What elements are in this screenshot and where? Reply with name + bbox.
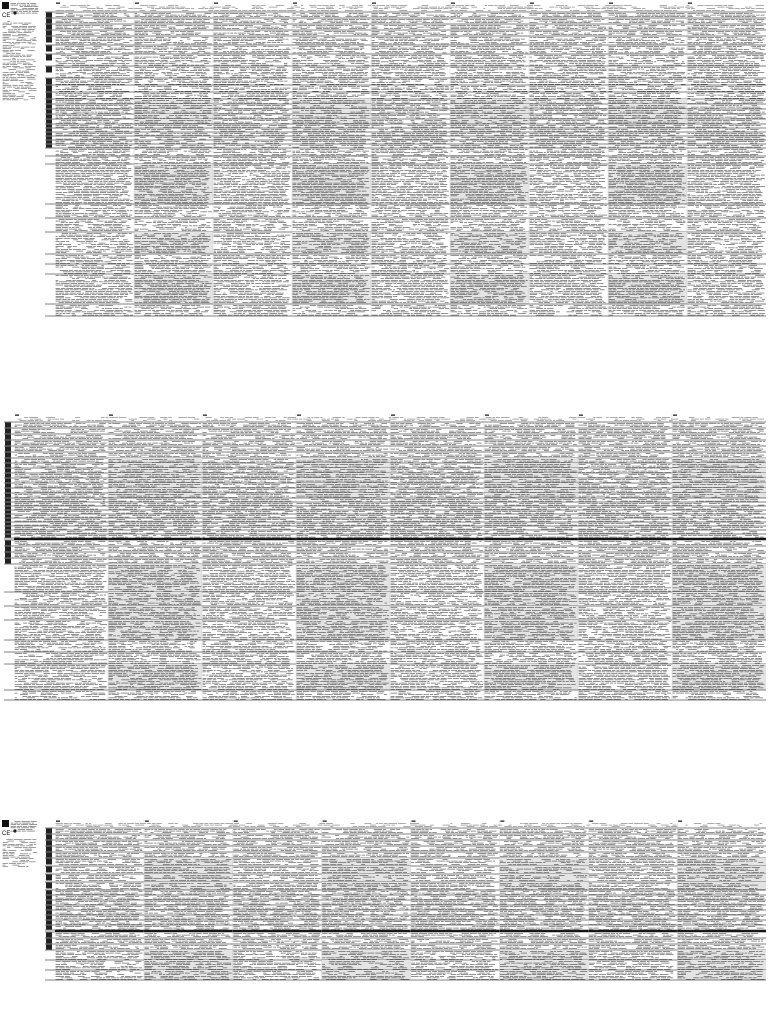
column-code [297, 415, 301, 416]
column-code [372, 3, 376, 4]
row-symbol-icon [5, 494, 11, 498]
column-code [500, 821, 504, 822]
row-symbol-icon [5, 459, 11, 463]
row-symbol-icon [5, 531, 11, 534]
shaded-cell [108, 463, 202, 468]
row-symbol-icon [5, 447, 11, 452]
column-code [323, 821, 327, 822]
shaded-cell [608, 119, 687, 124]
shaded-cell [450, 109, 529, 114]
shaded-cell [484, 483, 578, 488]
row-symbol-icon [46, 847, 52, 852]
row-symbol-icon [46, 829, 52, 834]
row-symbol-icon [46, 906, 52, 910]
shaded-cell [672, 473, 766, 478]
shaded-cell [292, 99, 371, 104]
shaded-cell [296, 478, 390, 483]
shaded-cell [672, 463, 766, 468]
column-code [451, 3, 455, 4]
row-symbol-icon [46, 853, 52, 858]
manufacturer-logo [2, 2, 9, 9]
row-symbol-icon [46, 100, 52, 104]
row-symbol-icon [46, 19, 52, 24]
row-symbol-icon [5, 441, 11, 446]
shaded-cell [484, 463, 578, 468]
column-code [203, 415, 207, 416]
row-symbol-icon [5, 435, 11, 440]
row-symbol-icon [46, 46, 52, 52]
shaded-cell [296, 483, 390, 488]
shaded-cell [450, 114, 529, 119]
row-symbol-icon [46, 133, 52, 136]
row-symbol-icon [5, 489, 11, 493]
row-symbol-icon [46, 93, 52, 99]
shaded-cell [296, 468, 390, 473]
sheet-3-table [0, 818, 768, 1024]
row-symbol-icon [5, 511, 11, 514]
column-code [530, 3, 534, 4]
row-symbol-icon [46, 891, 52, 895]
shaded-cell [672, 483, 766, 488]
shaded-cell [450, 119, 529, 124]
shaded-cell [292, 114, 371, 119]
shaded-cell [484, 488, 578, 493]
row-symbol-icon [46, 115, 52, 119]
shaded-cell [134, 99, 213, 104]
row-symbol-icon [5, 515, 11, 518]
row-symbol-icon [46, 79, 52, 85]
sheet-1-table [0, 0, 768, 380]
row-symbol-icon [46, 945, 52, 950]
row-symbol-icon [5, 553, 11, 558]
shaded-cell [134, 114, 213, 119]
row-symbol-icon [5, 474, 11, 478]
column-code [609, 3, 613, 4]
shaded-cell [296, 493, 390, 498]
shaded-cell [672, 478, 766, 483]
shaded-cell [108, 488, 202, 493]
shaded-cell [484, 468, 578, 473]
shaded-cell [672, 592, 766, 606]
row-symbol-icon [46, 841, 52, 846]
shaded-cell [672, 493, 766, 498]
sheet-2-table [0, 412, 768, 748]
row-symbol-icon [46, 120, 52, 124]
row-symbol-icon [46, 926, 52, 930]
column-code [391, 415, 395, 416]
column-code [145, 821, 149, 822]
column-code [56, 821, 60, 822]
row-symbol-icon [5, 479, 11, 483]
row-symbol-icon [5, 535, 11, 538]
manufacturer-logo [2, 820, 9, 827]
row-symbol-icon [46, 901, 52, 905]
shaded-cell [108, 493, 202, 498]
shaded-cell [484, 606, 578, 620]
row-symbol-icon [46, 859, 52, 865]
column-code [109, 415, 113, 416]
shaded-cell [108, 468, 202, 473]
row-symbol-icon [5, 429, 11, 434]
shaded-cell [608, 104, 687, 109]
shaded-cell [608, 114, 687, 119]
row-symbol-icon [46, 939, 52, 944]
row-symbol-icon [46, 105, 52, 109]
column-code [15, 415, 19, 416]
row-symbol-icon [5, 503, 11, 506]
column-code [412, 821, 416, 822]
ce-mark: CE [2, 13, 10, 19]
row-symbol-icon [46, 875, 52, 881]
row-symbol-icon [46, 86, 52, 92]
row-symbol-icon [5, 559, 11, 564]
shaded-cell [296, 463, 390, 468]
column-code [56, 3, 60, 4]
row-symbol-icon [46, 25, 52, 30]
shaded-cell [450, 99, 529, 104]
row-symbol-icon [5, 547, 11, 552]
shaded-cell [484, 592, 578, 606]
row-symbol-icon [5, 499, 11, 502]
shaded-cell [134, 119, 213, 124]
shaded-cell [484, 493, 578, 498]
shaded-cell [108, 458, 202, 463]
document-sheet-3 [0, 818, 768, 1024]
row-symbol-icon [5, 469, 11, 473]
column-code [214, 3, 218, 4]
shaded-cell [292, 109, 371, 114]
row-symbol-icon [46, 37, 52, 43]
shaded-cell [450, 104, 529, 109]
row-symbol-icon [46, 835, 52, 840]
row-symbol-icon [5, 423, 11, 428]
row-symbol-icon [46, 896, 52, 900]
shaded-cell [484, 458, 578, 463]
row-symbol-icon [5, 527, 11, 530]
document-sheet-1 [0, 0, 768, 380]
row-symbol-icon [46, 933, 52, 938]
row-symbol-icon [46, 145, 52, 148]
shaded-cell [296, 488, 390, 493]
column-code [293, 3, 297, 4]
column-code [589, 821, 593, 822]
shaded-cell [108, 592, 202, 606]
row-symbol-icon [5, 484, 11, 488]
row-symbol-icon [46, 916, 52, 920]
row-symbol-icon [46, 921, 52, 925]
row-symbol-icon [5, 453, 11, 458]
shaded-cell [296, 606, 390, 620]
shaded-cell [108, 473, 202, 478]
row-symbol-icon [46, 125, 52, 128]
shaded-cell [672, 606, 766, 620]
row-symbol-icon [5, 507, 11, 510]
shaded-cell [292, 119, 371, 124]
row-symbol-icon [46, 911, 52, 915]
column-code [579, 415, 583, 416]
shaded-cell [108, 606, 202, 620]
shaded-cell [108, 483, 202, 488]
shaded-cell [672, 468, 766, 473]
shaded-cell [134, 104, 213, 109]
shaded-cell [608, 99, 687, 104]
shaded-cell [484, 478, 578, 483]
row-symbol-icon [5, 464, 11, 468]
shaded-cell [134, 109, 213, 114]
shaded-cell [296, 458, 390, 463]
shaded-cell [608, 109, 687, 114]
row-symbol-icon [46, 129, 52, 132]
shaded-cell [108, 478, 202, 483]
column-code [234, 821, 238, 822]
column-code [135, 3, 139, 4]
row-symbol-icon [46, 31, 52, 36]
row-symbol-icon [5, 523, 11, 526]
column-code [673, 415, 677, 416]
shaded-cell [484, 473, 578, 478]
row-symbol-icon [46, 13, 52, 18]
row-symbol-icon [46, 137, 52, 140]
shaded-cell [292, 104, 371, 109]
row-symbol-icon [46, 867, 52, 873]
row-symbol-icon [46, 67, 52, 73]
row-symbol-icon [46, 883, 52, 889]
shaded-cell [296, 592, 390, 606]
shaded-cell [672, 458, 766, 463]
row-symbol-icon [46, 110, 52, 114]
column-code [485, 415, 489, 416]
ce-mark: CE [2, 831, 10, 837]
shaded-cell [296, 473, 390, 478]
document-sheet-2 [0, 412, 768, 748]
shaded-cell [672, 488, 766, 493]
column-code [678, 821, 682, 822]
row-symbol-icon [5, 541, 11, 546]
row-symbol-icon [46, 141, 52, 144]
row-symbol-icon [5, 519, 11, 522]
row-symbol-icon [46, 55, 52, 61]
column-code [688, 3, 692, 4]
